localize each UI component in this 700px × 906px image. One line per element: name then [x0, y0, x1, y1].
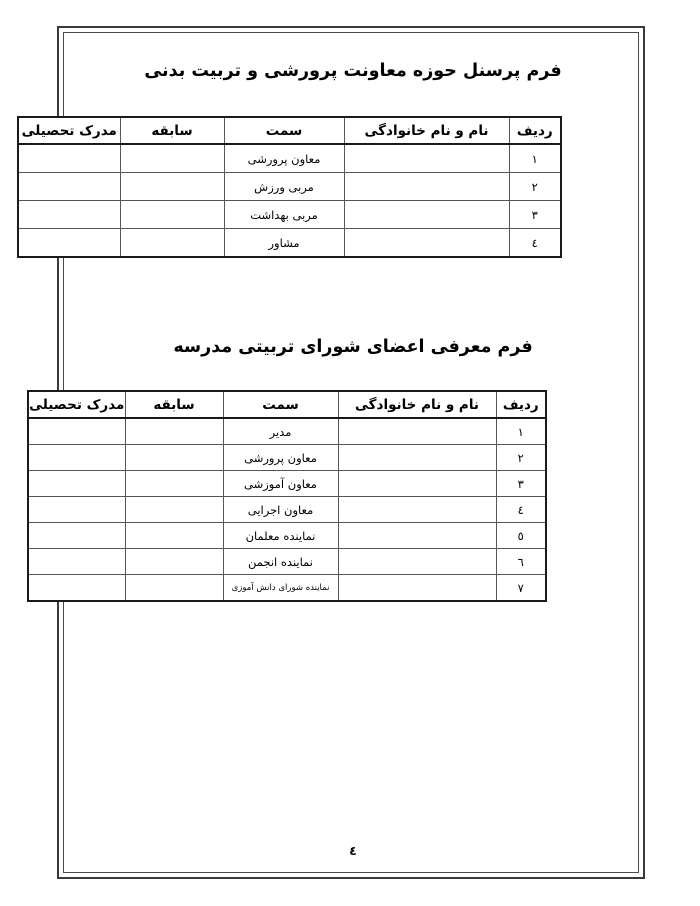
table-row — [28, 497, 546, 523]
cell-index: ١ — [509, 144, 561, 173]
table-row — [28, 549, 546, 575]
cell-role: معاون آموزشی — [223, 471, 338, 497]
cell-role: مشاور — [224, 229, 344, 258]
cell-role: معاون پرورشی — [223, 445, 338, 471]
cell-degree[interactable] — [28, 497, 125, 523]
cell-name[interactable] — [338, 445, 496, 471]
cell-role: نماینده شورای دانش آموزی — [223, 575, 338, 602]
cell-degree[interactable] — [18, 173, 120, 201]
council-table — [27, 390, 547, 602]
table-row — [28, 418, 546, 445]
cell-name[interactable] — [338, 549, 496, 575]
cell-name[interactable] — [344, 201, 509, 229]
cell-index: ٦ — [496, 549, 546, 575]
cell-role: معاون اجرایی — [223, 497, 338, 523]
table-header-row — [28, 391, 546, 418]
cell-role: مدیر — [223, 418, 338, 445]
column-header-experience: سابقه — [125, 391, 223, 418]
column-header-name: نام و نام خانوادگی — [338, 391, 496, 418]
cell-index: ٤ — [509, 229, 561, 258]
cell-degree[interactable] — [28, 575, 125, 602]
cell-experience[interactable] — [125, 549, 223, 575]
cell-name[interactable] — [344, 229, 509, 258]
column-header-index: ردیف — [496, 391, 546, 418]
column-header-role: سمت — [224, 117, 344, 144]
page-content — [21, 28, 647, 881]
cell-index: ١ — [496, 418, 546, 445]
cell-degree[interactable] — [28, 549, 125, 575]
cell-role: نماینده انجمن — [223, 549, 338, 575]
table-row — [18, 173, 561, 201]
personnel-form-heading: فرم پرسنل حوزه معاونت پرورشی و تربیت بدنی — [144, 61, 562, 81]
cell-role: مربی بهداشت — [224, 201, 344, 229]
cell-role: معاون پرورشی — [224, 144, 344, 173]
cell-role: مربی ورزش — [224, 173, 344, 201]
cell-experience[interactable] — [120, 201, 224, 229]
cell-index: ٣ — [496, 471, 546, 497]
table-row — [28, 445, 546, 471]
cell-experience[interactable] — [125, 497, 223, 523]
cell-index: ٣ — [509, 201, 561, 229]
cell-name[interactable] — [344, 144, 509, 173]
council-form-heading: فرم معرفی اعضای شورای تربیتی مدرسه — [173, 337, 533, 357]
column-header-name: نام و نام خانوادگی — [344, 117, 509, 144]
cell-name[interactable] — [338, 575, 496, 602]
personnel-table-body — [18, 144, 561, 257]
cell-name[interactable] — [344, 173, 509, 201]
column-header-index: ردیف — [509, 117, 561, 144]
cell-name[interactable] — [338, 523, 496, 549]
page-number: ٤ — [349, 843, 357, 858]
table-row — [28, 523, 546, 549]
personnel-table — [17, 116, 562, 258]
table-row — [18, 201, 561, 229]
cell-index: ٤ — [496, 497, 546, 523]
column-header-degree: مدرک تحصیلی — [18, 117, 120, 144]
column-header-experience: سابقه — [120, 117, 224, 144]
cell-name[interactable] — [338, 418, 496, 445]
cell-degree[interactable] — [18, 144, 120, 173]
table-row — [18, 144, 561, 173]
column-header-role: سمت — [223, 391, 338, 418]
cell-experience[interactable] — [125, 575, 223, 602]
cell-experience[interactable] — [125, 471, 223, 497]
cell-name[interactable] — [338, 471, 496, 497]
cell-degree[interactable] — [28, 418, 125, 445]
table-row — [28, 575, 546, 602]
cell-experience[interactable] — [125, 523, 223, 549]
cell-experience[interactable] — [125, 418, 223, 445]
cell-degree[interactable] — [28, 445, 125, 471]
council-table-header — [28, 391, 546, 418]
cell-experience[interactable] — [120, 144, 224, 173]
cell-index: ٧ — [496, 575, 546, 602]
column-header-degree: مدرک تحصیلی — [28, 391, 125, 418]
page-border-outer — [21, 26, 645, 879]
council-table-body — [28, 418, 546, 601]
cell-index: ٢ — [509, 173, 561, 201]
cell-degree[interactable] — [28, 523, 125, 549]
table-row — [28, 471, 546, 497]
cell-degree[interactable] — [28, 471, 125, 497]
table-header-row — [18, 117, 561, 144]
cell-degree[interactable] — [18, 229, 120, 258]
cell-degree[interactable] — [18, 201, 120, 229]
table-row — [18, 229, 561, 258]
cell-index: ٢ — [496, 445, 546, 471]
personnel-table-header — [18, 117, 561, 144]
cell-index: ٥ — [496, 523, 546, 549]
cell-experience[interactable] — [120, 229, 224, 258]
cell-name[interactable] — [338, 497, 496, 523]
cell-experience[interactable] — [125, 445, 223, 471]
cell-role: نماینده معلمان — [223, 523, 338, 549]
cell-experience[interactable] — [120, 173, 224, 201]
